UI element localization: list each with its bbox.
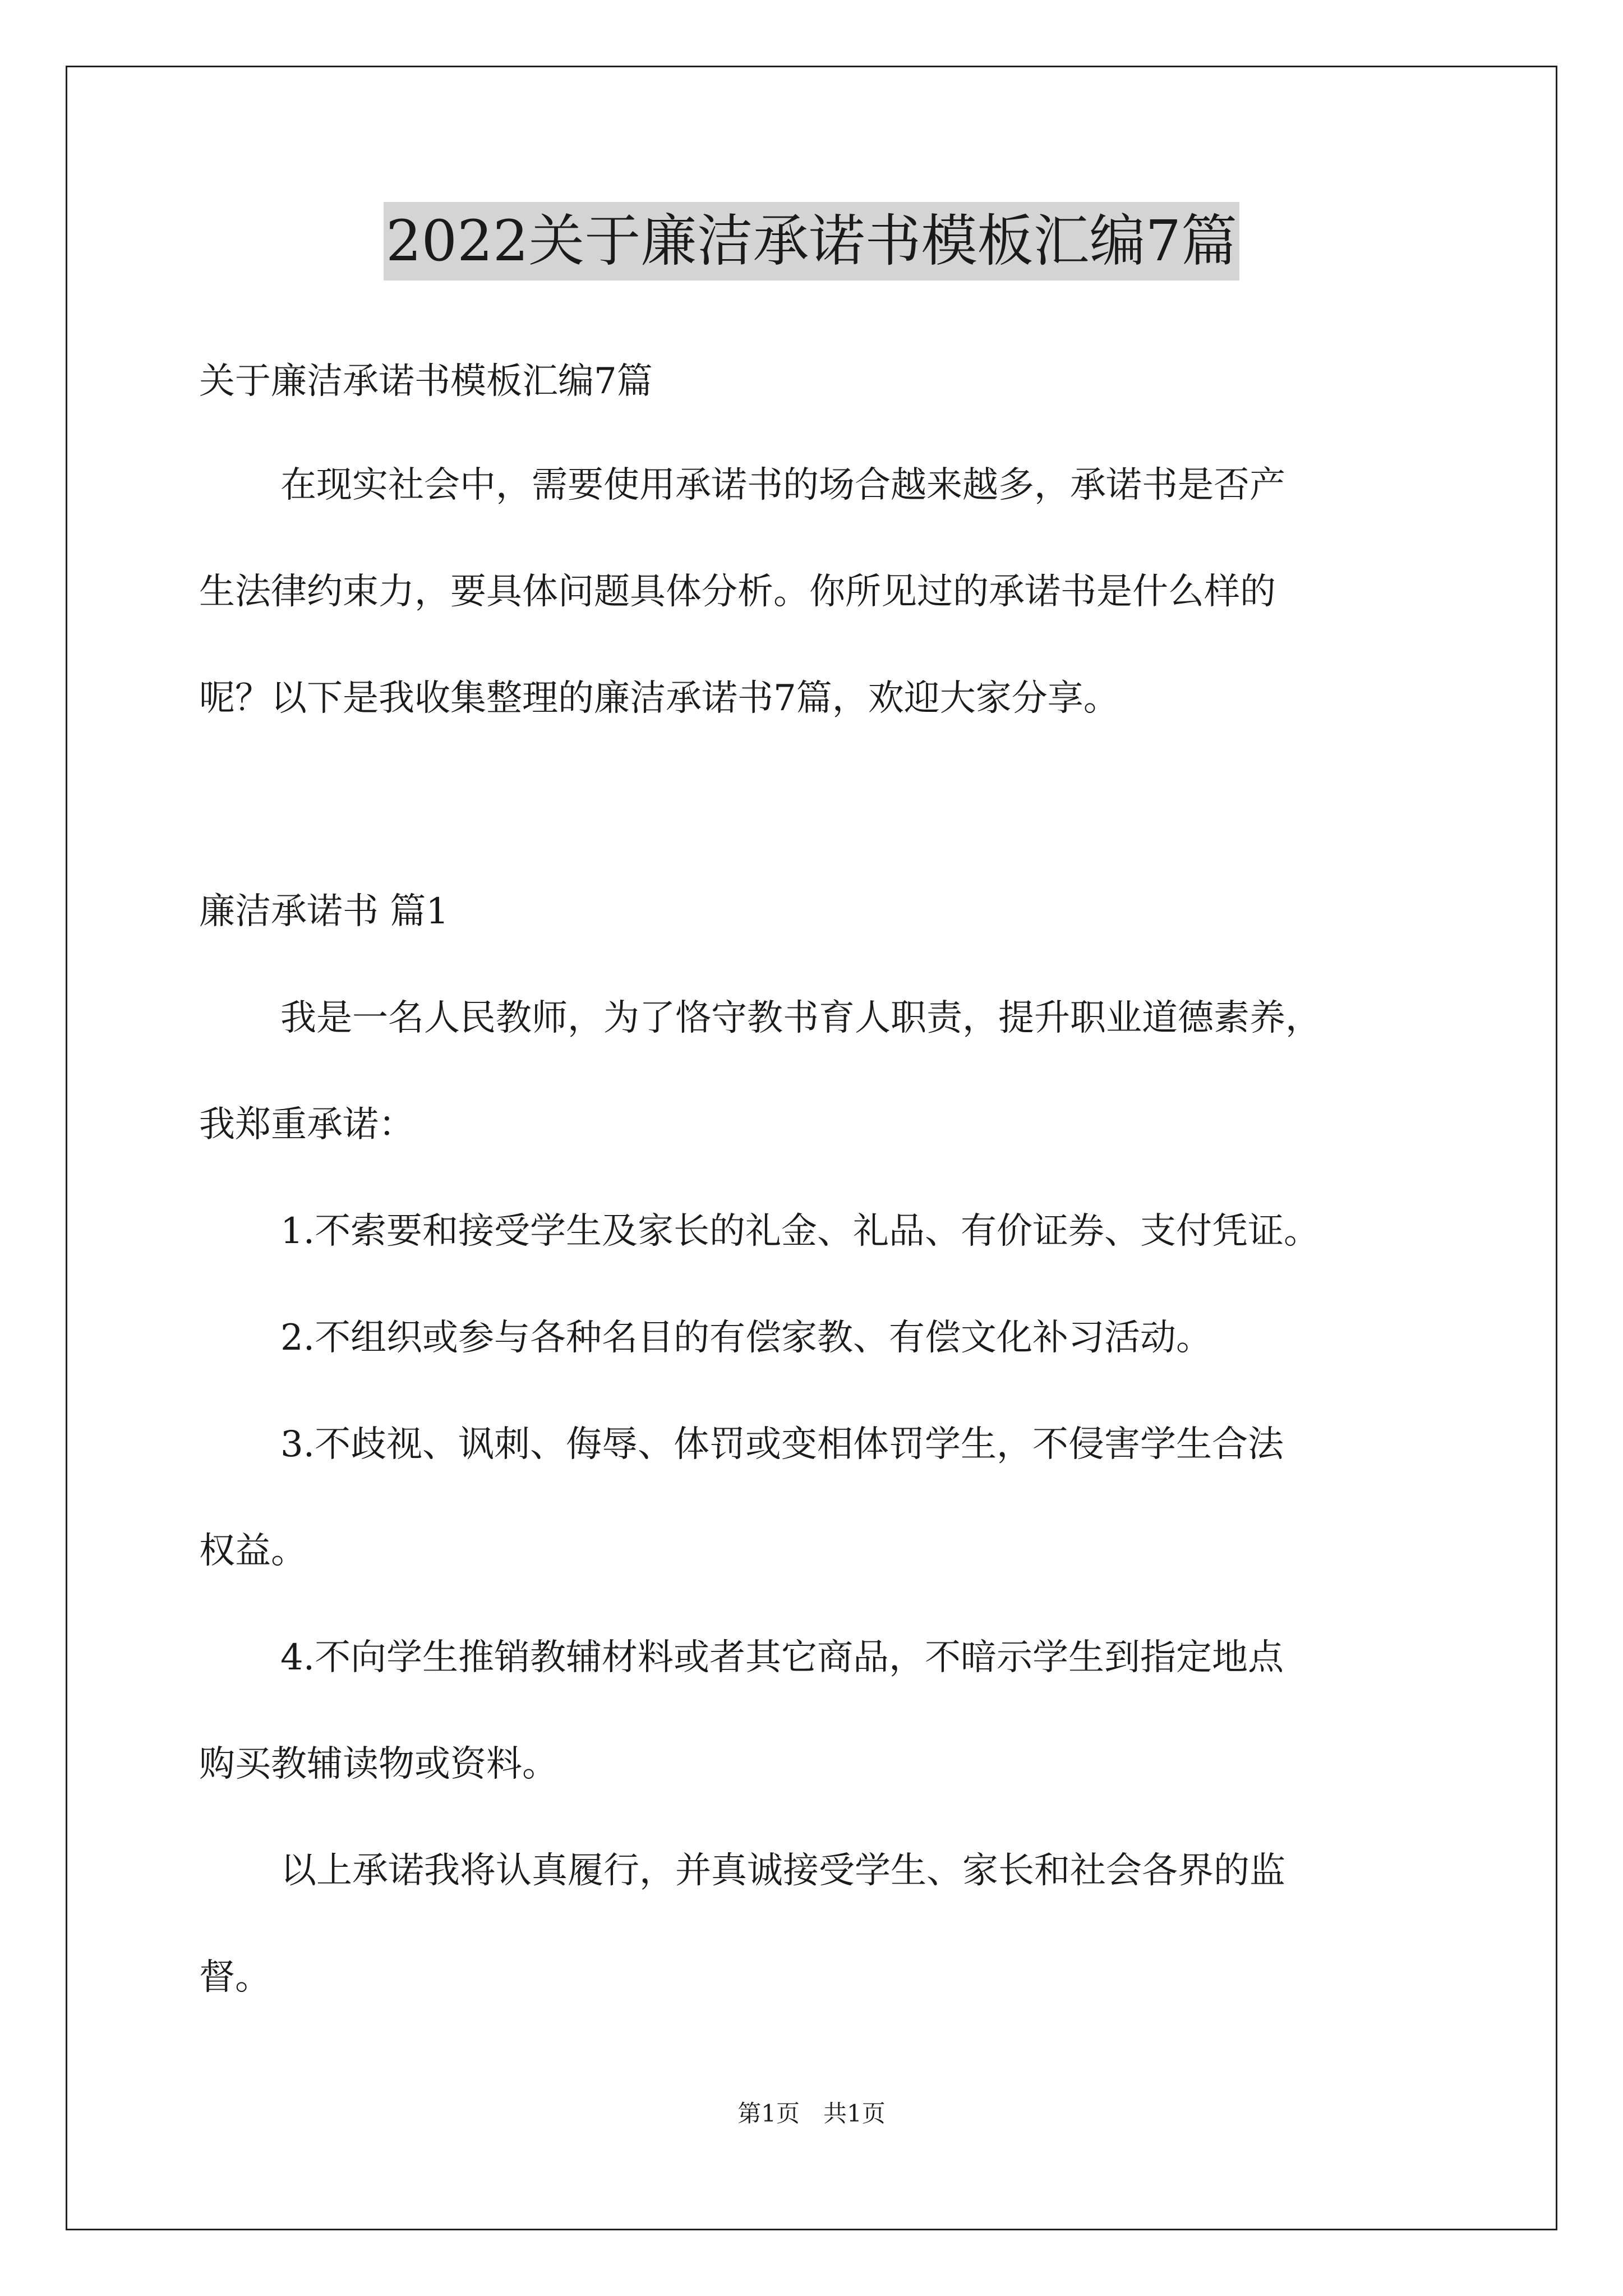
intro-line-1: 在现实社会中，需要使用承诺书的场合越来越多，承诺书是否产 <box>280 464 1285 506</box>
page-footer: 第1页 共1页 <box>737 2100 886 2127</box>
body-line-7: 4.不向学生推销教辅材料或者其它商品，不暗示学生到指定地点 <box>280 1637 1284 1678</box>
body-line-5: 3.不歧视、讽刺、侮辱、体罚或变相体罚学生，不侵害学生合法 <box>280 1424 1284 1465</box>
title-container <box>0 202 1623 280</box>
body-line-1: 我是一名人民教师，为了恪守教书育人职责，提升职业道德素养， <box>280 997 1321 1039</box>
section-heading: 廉洁承诺书 篇1 <box>199 891 449 932</box>
body-line-9: 以上承诺我将认真履行，并真诚接受学生、家长和社会各界的监 <box>280 1850 1285 1892</box>
body-line-3: 1.不索要和接受学生及家长的礼金、礼品、有价证券、支付凭证。 <box>280 1211 1320 1252</box>
body-line-10: 督。 <box>199 1957 271 1998</box>
intro-line-3: 呢？以下是我收集整理的廉洁承诺书7篇，欢迎大家分享。 <box>199 678 1119 719</box>
document-title: 2022关于廉洁承诺书模板汇编7篇 <box>384 202 1239 280</box>
body-line-4: 2.不组织或参与各种名目的有偿家教、有偿文化补习活动。 <box>280 1317 1212 1359</box>
document-subtitle: 关于廉洁承诺书模板汇编7篇 <box>199 361 653 402</box>
body-line-2: 我郑重承诺： <box>199 1104 414 1145</box>
body-line-8: 购买教辅读物或资料。 <box>199 1743 558 1785</box>
intro-line-2: 生法律约束力，要具体问题具体分析。你所见过的承诺书是什么样的 <box>199 571 1276 613</box>
body-line-6: 权益。 <box>199 1530 307 1572</box>
